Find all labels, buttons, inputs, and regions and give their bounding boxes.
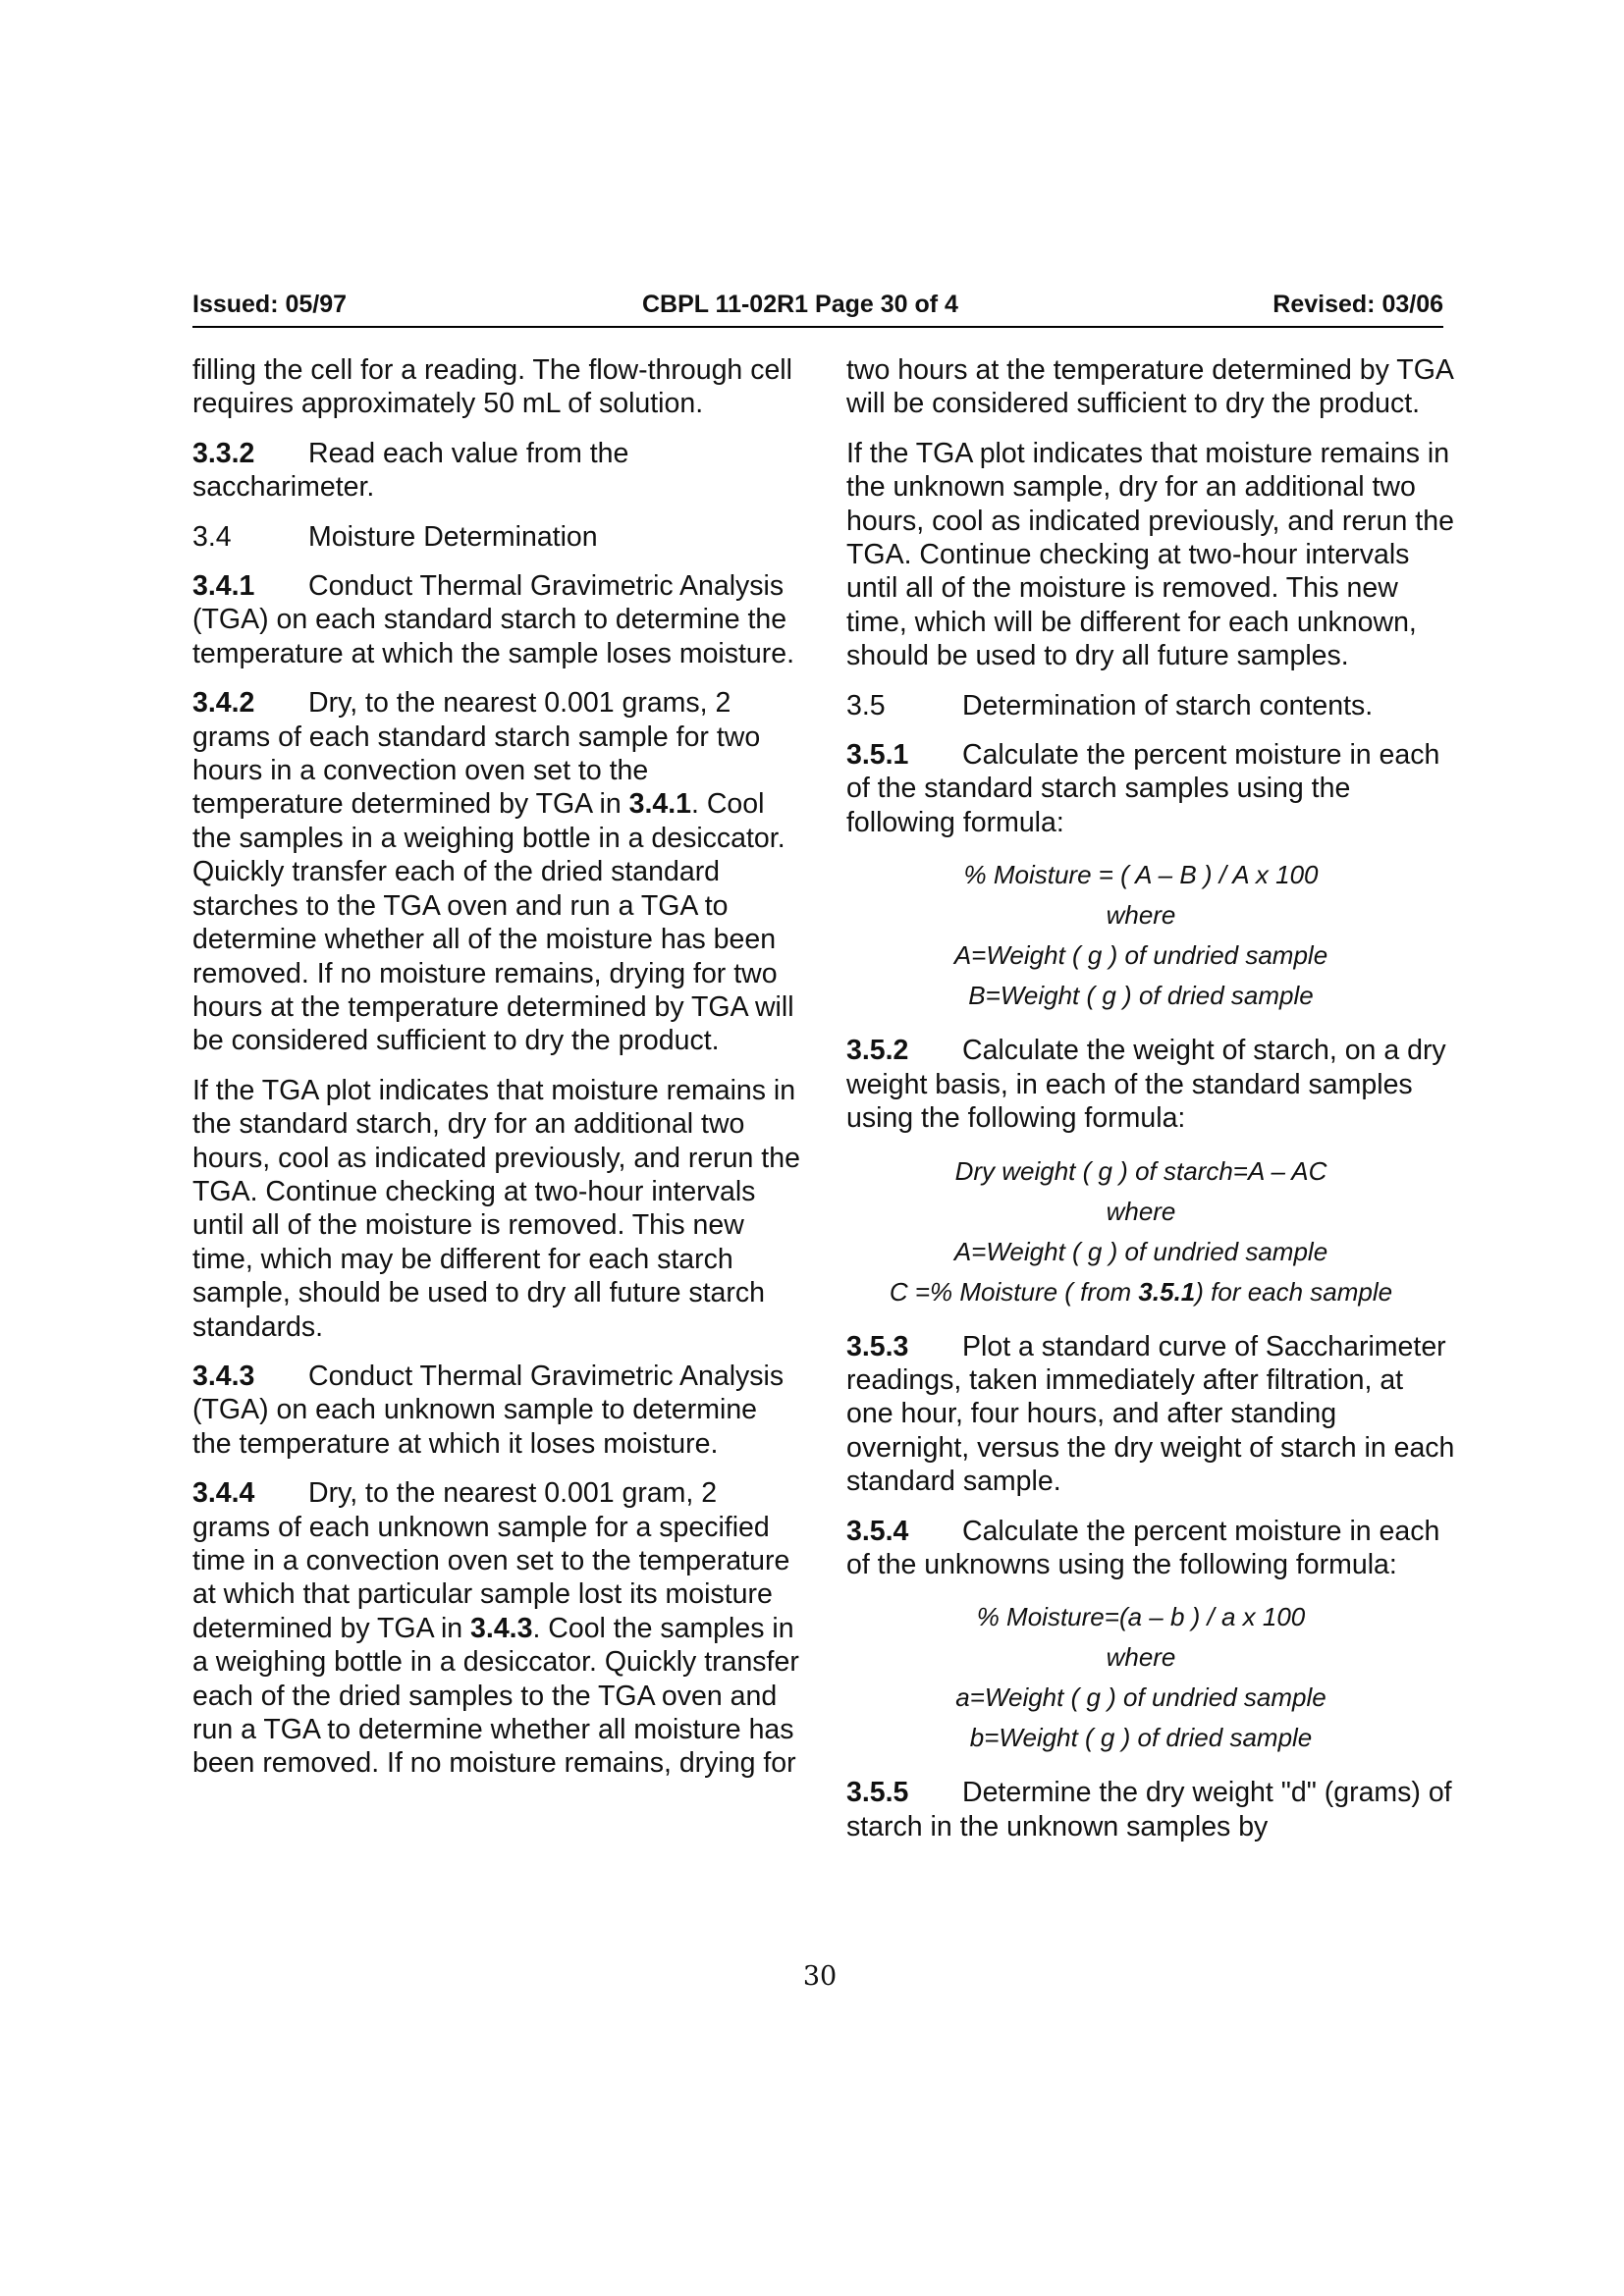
section-number: 3.3.2: [192, 437, 255, 469]
section-number: 3.5.2: [846, 1035, 909, 1067]
paragraph: If the TGA plot indicates that moisture remains in the standard starch, dry for an additional two hours, cool as indicated previously, and rerun the TGA. Continue checking at two-hour intervals until all of the moisture is removed. This new time, which may be different for each starch sample, should be used to dry all future starch standards.: [192, 1074, 800, 1343]
formula-line: % Moisture = ( A – B ) / A x 100: [963, 860, 1319, 890]
formula-line: b=Weight ( g ) of dried sample: [969, 1723, 1313, 1753]
page-number: 30: [802, 1961, 838, 1992]
formula-line: [846, 1272, 1435, 1312]
revised-date: Revised: 03/06: [1272, 291, 1443, 318]
section-text: Calculate the weight of starch, on a dry weight basis, in each of the standard samples using the following formula:: [846, 1035, 1446, 1135]
paragraph: filling the cell for a reading. The flow-through cell requires approximately 50 mL of solution.: [192, 354, 792, 420]
section-heading: Moisture Determination: [308, 520, 598, 553]
section-number: 3.5: [846, 689, 886, 721]
formula-line: where: [1106, 1196, 1176, 1226]
section-reference: 3.5.1: [1138, 1276, 1196, 1307]
formula-line: where: [1106, 900, 1176, 931]
formula-line: where: [1106, 1642, 1176, 1673]
section-number: 3.5.5: [846, 1777, 909, 1809]
section-3-5-4: [846, 1515, 1455, 1582]
section-3-5-5: [846, 1776, 1455, 1843]
section-number: 3.4.1: [192, 570, 255, 603]
formula-line: A=Weight ( g ) of undried sample: [953, 1236, 1328, 1266]
formula-line: % Moisture=(a – b ) / a x 100: [976, 1602, 1306, 1632]
section-text: Dry, to the nearest 0.001 grams, 2 grams of each standard starch sample for two hours in a convection oven set to the temperature determined by TGA in: [192, 687, 761, 821]
formula-text: C =% Moisture ( from: [889, 1276, 1139, 1307]
formula-line: B=Weight ( g ) of dried sample: [968, 981, 1314, 1011]
section-text: Plot a standard curve of Saccharimeter readings, taken immediately after filtration, at one hour, four hours, and after standing overnight, versus the dry weight of starch in each standard sample.: [846, 1330, 1455, 1498]
document-id: CBPL 11-02R1 Page 30 of 4: [642, 291, 958, 318]
section-number: 3.4.3: [192, 1360, 255, 1392]
section-text: . Cool the samples in a weighing bottle in a desiccator. Quickly transfer each of the dried samples to the TGA oven and run a TGA to determine whether all moisture has been removed. If no moisture remains, drying for: [192, 1612, 799, 1780]
page-header: [192, 289, 1443, 328]
section-number: 3.4: [192, 520, 232, 553]
issued-date: Issued: 05/97: [192, 291, 348, 318]
formula-line: A=Weight ( g ) of undried sample: [953, 940, 1328, 971]
formula-line: Dry weight ( g ) of starch=A – AC: [954, 1155, 1327, 1186]
section-number: 3.5.4: [846, 1515, 909, 1547]
section-text: Read each value from the saccharimeter.: [192, 437, 629, 504]
moisture-formula-unknown: [846, 1597, 1435, 1758]
section-3-4-2: [192, 686, 801, 1057]
section-text: Conduct Thermal Gravimetric Analysis (TGA) on each standard starch to determine the temperature at which the sample loses moisture.: [192, 570, 795, 669]
section-reference: 3.4.3: [470, 1612, 533, 1644]
moisture-formula-standard: [846, 855, 1435, 1016]
section-3-5: [846, 689, 1455, 722]
section-reference: 3.4.1: [628, 788, 692, 821]
section-heading: Determination of starch contents.: [962, 689, 1374, 721]
section-3-4-1: [192, 569, 801, 670]
right-column: [846, 353, 1455, 1859]
section-number: 3.5.3: [846, 1330, 909, 1362]
section-number: 3.5.1: [846, 739, 909, 772]
section-text: Determine the dry weight "d" (grams) of starch in the unknown samples by: [846, 1777, 1452, 1842]
section-3-4: [192, 520, 801, 554]
section-3-5-3: [846, 1330, 1455, 1499]
section-text: Calculate the percent moisture in each of the standard starch samples using the following formula:: [846, 739, 1440, 838]
section-text: Conduct Thermal Gravimetric Analysis (TGA) on each unknown sample to determine the temperature at which it loses moisture.: [192, 1360, 785, 1460]
dry-weight-formula: [846, 1151, 1435, 1312]
paragraph: two hours at the temperature determined by TGA will be considered sufficient to dry the product.: [846, 354, 1453, 420]
section-text: Dry, to the nearest 0.001 gram, 2 grams of each unknown sample for a specified time in a convection oven set to the temperature at which that particular sample lost its moisture determined by TGA in: [192, 1477, 790, 1644]
section-number: 3.4.2: [192, 687, 255, 720]
section-number: 3.4.4: [192, 1477, 255, 1510]
formula-line: a=Weight ( g ) of undried sample: [955, 1682, 1326, 1713]
formula-text: ) for each sample: [1195, 1276, 1393, 1307]
section-text: . Cool the samples in a weighing bottle in a desiccator. Quickly transfer each of the dried standard starches to the TGA oven and run a TGA to determine whether all of the moisture has been removed. If no moisture remains, drying for two hours at the temperature determined by TGA will be considered sufficient to dry the product.: [192, 788, 794, 1057]
section-3-5-2: [846, 1034, 1455, 1135]
section-text: Calculate the percent moisture in each of the unknowns using the following formula:: [846, 1515, 1440, 1580]
left-column: [192, 353, 801, 1796]
section-3-5-1: [846, 738, 1455, 839]
section-3-4-3: [192, 1360, 801, 1461]
paragraph: If the TGA plot indicates that moisture remains in the unknown sample, dry for an additional two hours, cool as indicated previously, and rerun the TGA. Continue checking at two-hour intervals until all of the moisture is removed. This new time, which will be different for each unknown, should be used to dry all future samples.: [846, 437, 1454, 672]
section-3-3-2: [192, 437, 801, 505]
section-3-4-4: [192, 1476, 801, 1781]
